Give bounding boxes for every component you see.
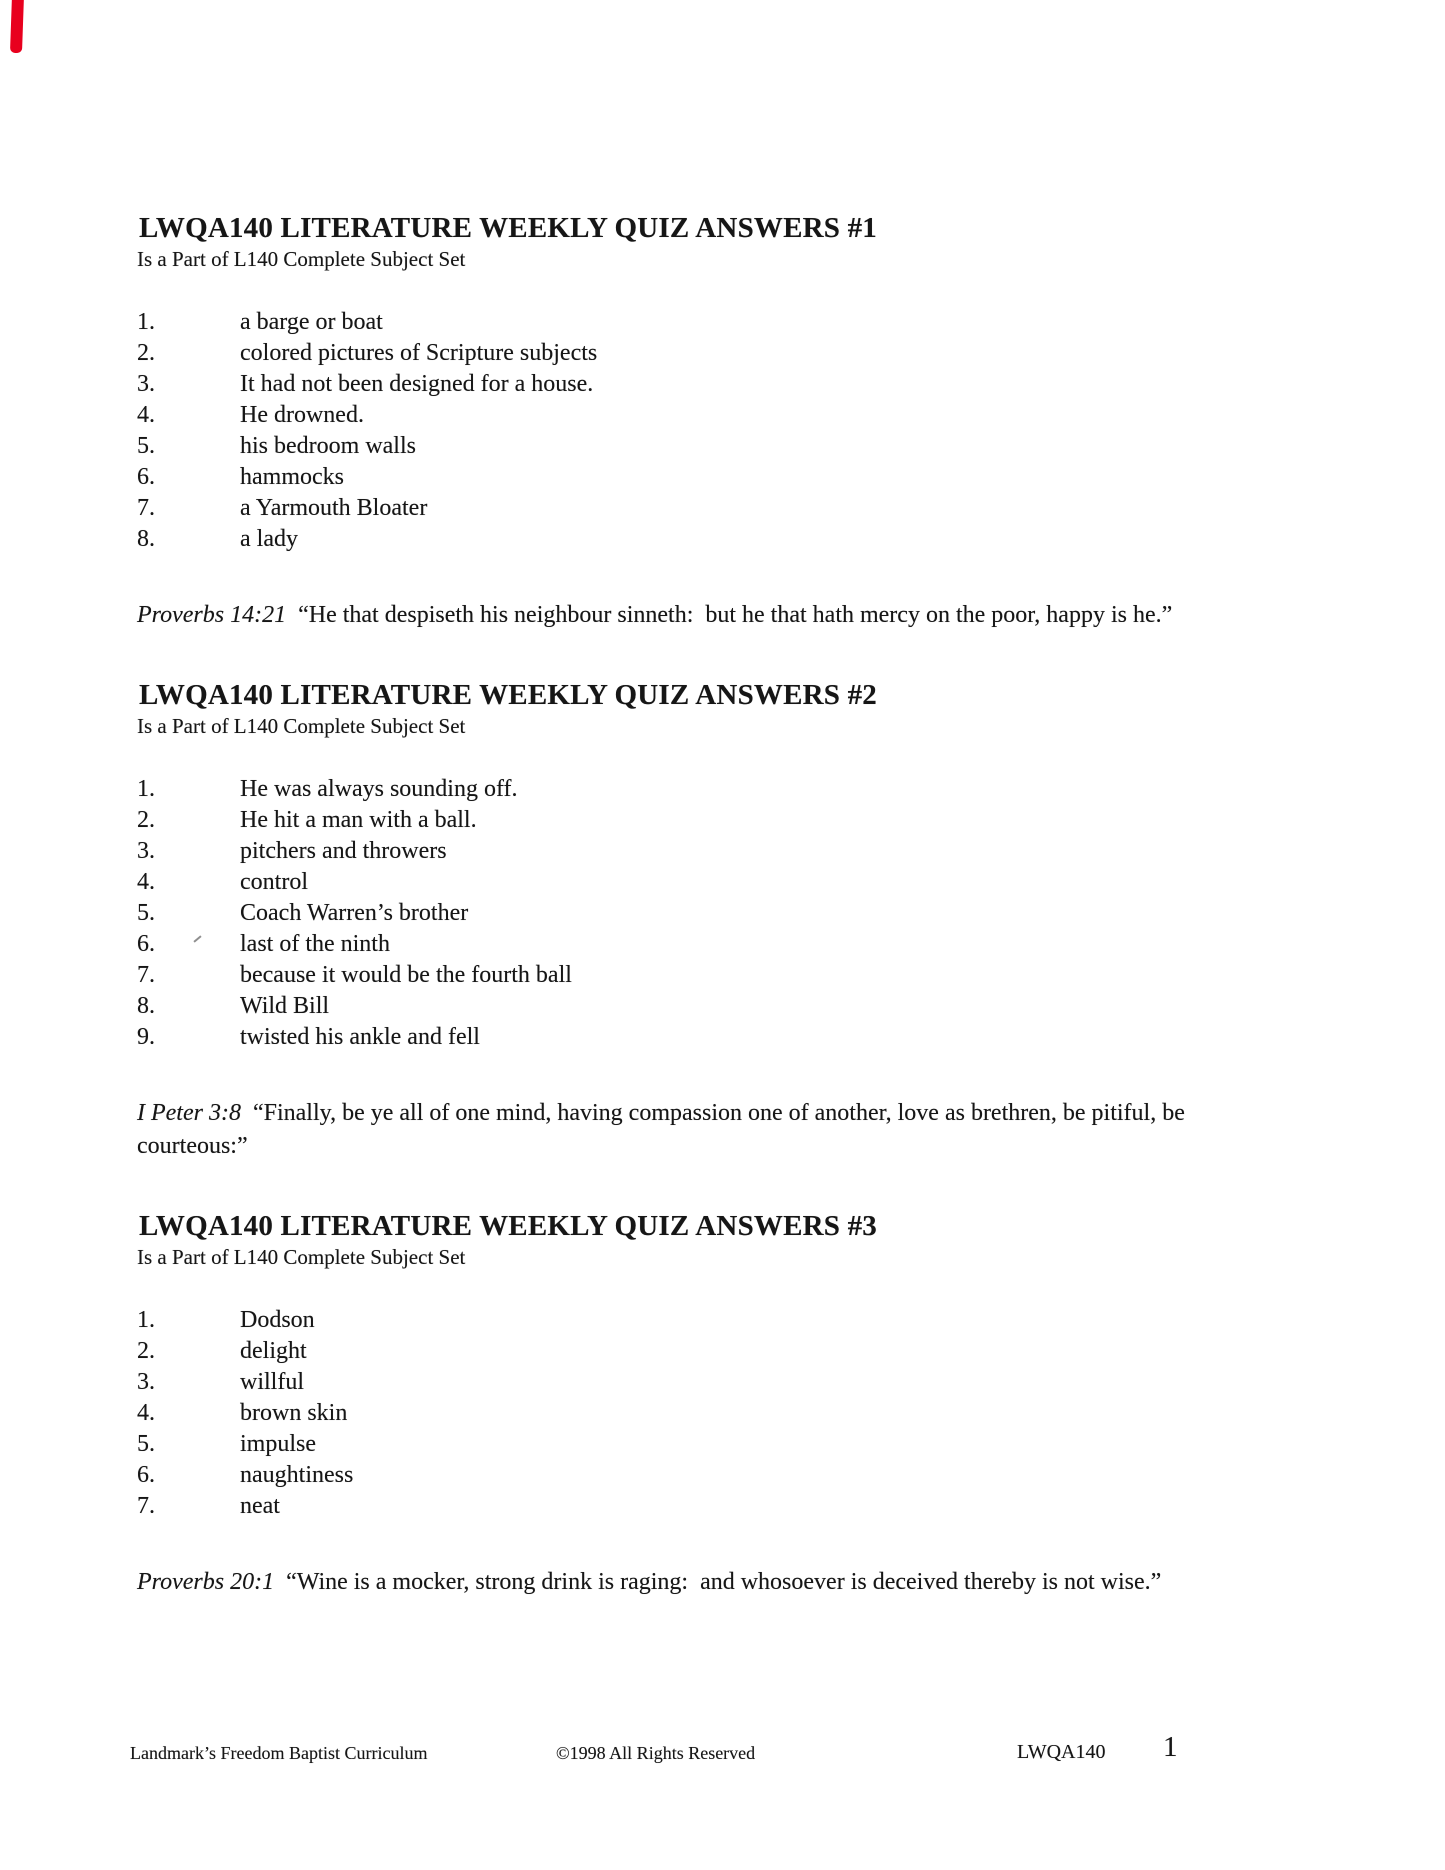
section-subtitle: Is a Part of L140 Complete Subject Set [137,247,466,271]
answer-number: 7. [137,962,155,988]
answer-number: 4. [137,869,155,895]
footer-page-number: 1 [1163,1731,1178,1763]
answer-number: 6. [137,1462,155,1488]
answer-text: hammocks [240,464,344,490]
answer-row [137,400,1325,431]
answer-text: control [240,869,308,895]
answer-row [137,493,1325,524]
answer-number: 3. [137,838,155,864]
verse-text: “Wine is a mocker, strong drink is raging: and whosoever is deceived thereby is not wise.” [274,1569,1162,1595]
verse-reference: I Peter 3:8 [137,1100,241,1126]
section-subtitle: Is a Part of L140 Complete Subject Set [137,1245,466,1269]
answer-row [137,1398,1325,1429]
answer-row [137,1429,1325,1460]
scripture-verse [137,599,1222,632]
answer-text: He hit a man with a ball. [240,807,477,833]
answer-text: Dodson [240,1307,315,1333]
section-title: LWQA140 LITERATURE WEEKLY QUIZ ANSWERS #2 [139,679,877,711]
answer-row [137,898,1325,929]
answer-text: a lady [240,526,298,552]
answer-row [137,1491,1325,1522]
quiz-answers-section [137,211,1325,632]
answer-text: willful [240,1369,304,1395]
answer-number: 1. [137,309,155,335]
section-title: LWQA140 LITERATURE WEEKLY QUIZ ANSWERS #3 [139,1210,877,1242]
verse-text: “Finally, be ye all of one mind, having compassion one of another, love as brethren, be pitiful, be courteous:” [137,1100,1191,1159]
answer-row [137,1305,1325,1336]
sections [137,211,1325,1599]
answer-number: 5. [137,1431,155,1457]
answer-row [137,836,1325,867]
quiz-answers-section [137,678,1325,1163]
footer-doc-code: LWQA140 [1017,1741,1106,1763]
answer-number: 1. [137,1307,155,1333]
answer-number: 1. [137,776,155,802]
answer-row [137,867,1325,898]
answer-row [137,1022,1325,1053]
answer-text: Wild Bill [240,993,330,1019]
answer-row [137,991,1325,1022]
quiz-answers-section [137,1209,1325,1599]
answer-number: 7. [137,1493,155,1519]
answer-text: Coach Warren’s brother [240,900,469,926]
answer-text: twisted his ankle and fell [240,1024,480,1050]
answer-number: 6. [137,931,155,957]
answer-row [137,805,1325,836]
section-subtitle: Is a Part of L140 Complete Subject Set [137,714,466,738]
answer-text: neat [240,1493,280,1519]
answer-text: brown skin [240,1400,348,1426]
answer-row [137,1336,1325,1367]
answer-row [137,462,1325,493]
answer-number: 6. [137,464,155,490]
answer-text: because it would be the fourth ball [240,962,572,988]
answer-text: his bedroom walls [240,433,416,459]
answer-number: 7. [137,495,155,521]
answer-text: naughtiness [240,1462,354,1488]
answer-number: 3. [137,1369,155,1395]
answer-number: 2. [137,807,155,833]
answer-text: pitchers and throwers [240,838,447,864]
answer-text: impulse [240,1431,316,1457]
answer-number: 5. [137,433,155,459]
answer-row [137,1367,1325,1398]
scripture-verse [137,1097,1222,1163]
answer-row [137,1460,1325,1491]
answer-row [137,524,1325,555]
answer-row [137,960,1325,991]
answer-row [137,431,1325,462]
answer-text: colored pictures of Scripture subjects [240,340,598,366]
answer-number: 4. [137,1400,155,1426]
answer-number: 5. [137,900,155,926]
answer-row [137,307,1325,338]
answer-number: 2. [137,340,155,366]
verse-reference: Proverbs 14:21 [137,602,287,628]
footer-curriculum-name: Landmark’s Freedom Baptist Curriculum [130,1743,428,1763]
scripture-verse [137,1566,1222,1599]
answer-row [137,774,1325,805]
page-footer [0,1731,1445,1782]
answers-list [137,1305,1325,1522]
answer-number: 3. [137,371,155,397]
answer-text: He was always sounding off. [240,776,518,802]
answer-number: 9. [137,1024,155,1050]
answers-list [137,307,1325,555]
answer-text: He drowned. [240,402,364,428]
answer-row [137,929,1325,960]
section-title: LWQA140 LITERATURE WEEKLY QUIZ ANSWERS #1 [139,212,877,244]
answer-text: last of the ninth [240,931,390,957]
answer-number: 8. [137,526,155,552]
verse-text: “He that despiseth his neighbour sinneth: but he that hath mercy on the poor, happy is he.” [286,602,1173,628]
footer-copyright: ©1998 All Rights Reserved [556,1743,756,1763]
answer-text: a barge or boat [240,309,383,335]
answer-number: 8. [137,993,155,1019]
verse-reference: Proverbs 20:1 [137,1569,275,1595]
answer-text: It had not been designed for a house. [240,371,594,397]
answer-number: 2. [137,1338,155,1364]
answer-text: a Yarmouth Bloater [240,495,428,521]
answer-row [137,338,1325,369]
answer-number: 4. [137,402,155,428]
red-scan-mark [10,0,24,53]
answer-text: delight [240,1338,307,1364]
answers-list [137,774,1325,1053]
answer-row [137,369,1325,400]
